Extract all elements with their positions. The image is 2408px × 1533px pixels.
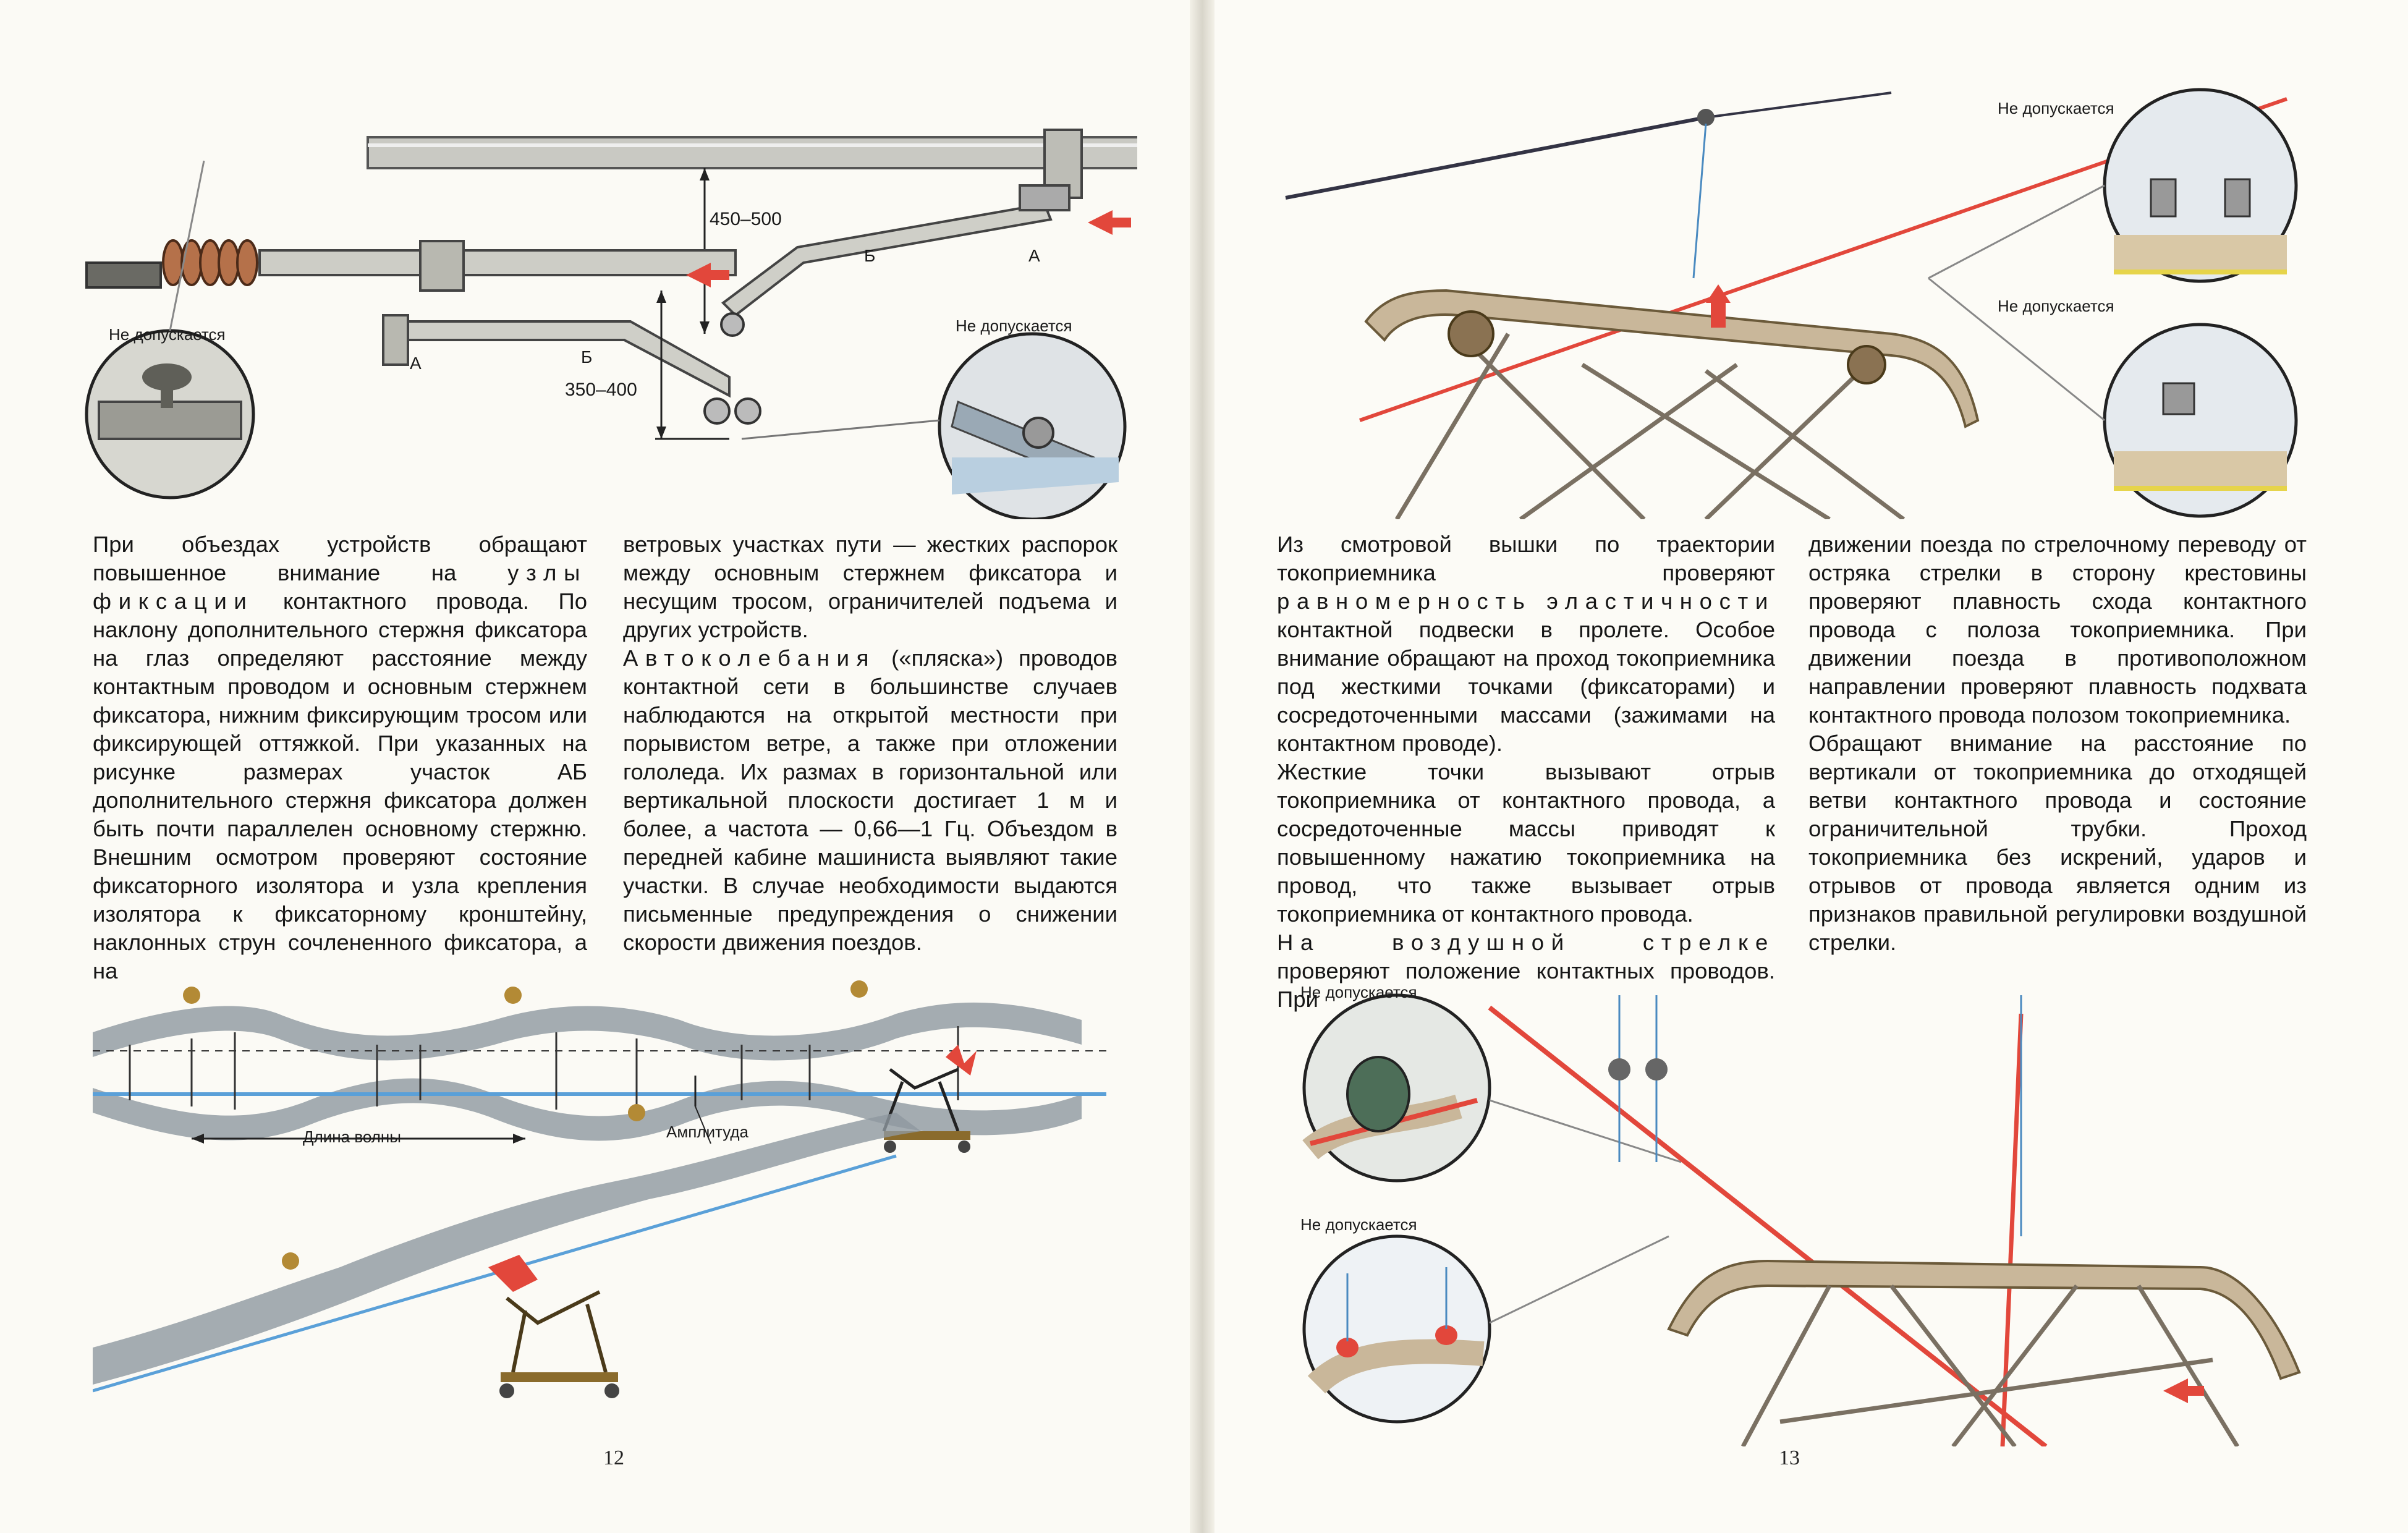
letter-a-lower: А <box>410 354 422 373</box>
r-col1-intro: Из смотровой вышки по траектории токоприемника проверяют <box>1277 532 1775 585</box>
col1-spaced-term: узлы фиксации <box>93 560 587 614</box>
r-col1-paragraph-3: проверяют положение контактных проводов. При <box>1277 958 1775 1012</box>
page-number-left: 12 <box>603 1446 624 1469</box>
left-page-column-2 <box>623 530 1117 957</box>
letter-b-upper: Б <box>864 246 876 265</box>
not-allowed-label-a: Не допускается <box>1300 983 1417 1001</box>
r-col2-paragraph-1: движении поезда по стрелочному переводу от остряка стрелки в сторону крестовины проверяют плавность схода контактного провода с полоза токоприемника. При движении поезда в противоположном направлении проверяют плавность подхвата контактного провода полозом токоприемника. <box>1808 532 2307 728</box>
r-col1-spaced-term-2: На воздушной стрелке <box>1277 930 1775 955</box>
right-page-column-1 <box>1277 530 1775 1014</box>
galloping-wave-illustration <box>93 977 1168 1434</box>
r-col1-paragraph-2: Жесткие точки вызывают отрыв токоприемника от контактного провода, а сосредоточенные массы приводят к повышенному нажатию токоприемника на провод, что также вызывает отрыв токоприемника от контактного провода. <box>1277 759 1775 927</box>
not-allowed-label-mid: Не допускается <box>1998 297 2114 315</box>
dimension-label-350-400: 350–400 <box>565 380 637 400</box>
not-allowed-label-left: Не допускается <box>109 325 226 344</box>
not-allowed-label-right: Не допускается <box>956 316 1072 335</box>
page-number-right: 13 <box>1779 1446 1800 1469</box>
letter-a-upper: А <box>1028 246 1040 265</box>
left-page-column-1 <box>93 530 587 985</box>
letter-b-lower: Б <box>581 347 593 367</box>
amplitude-label: Амплитуда <box>666 1123 748 1141</box>
air-switch-illustration <box>1273 977 2336 1446</box>
not-allowed-label-top: Не допускается <box>1998 99 2114 117</box>
r-col2-paragraph-2: Обращают внимание на расстояние по вертикали от токоприемника до отходящей ветви контактного провода и состояние ограничительной трубки. Проход токоприемника без искрений, ударов и отрывов от провода является одним из признаков правильной регулировки воздушной стрелки. <box>1808 731 2307 955</box>
wavelength-label: Длина волны <box>303 1127 401 1146</box>
not-allowed-label-b: Не допускается <box>1300 1215 1417 1234</box>
book-gutter <box>1190 0 1215 1533</box>
dimension-label-450-500: 450–500 <box>710 209 782 229</box>
col1-body-text: контактного провода. По наклону дополнительного стержня фиксатора на глаз определяют расстояние между контактным проводом и основным стержнем фиксатора, нижним фиксирующим тросом или фиксирующей оттяжкой. При указанных на рисунке размерах участок АБ дополнительного стержня фиксатора должен быть почти параллелен основному стержню. Внешним осмотром проверяют состояние фиксаторного изолятора и узла крепления изолятора к фиксаторному кронштейну, наклонных струн сочлененного фиксатора, а на <box>93 588 587 983</box>
pantograph-fixator-illustration <box>1273 74 2336 519</box>
col2-spaced-term: Автоколебания <box>623 645 876 671</box>
col2-body-text: («пляска») проводов контактной сети в большинстве случаев наблюдаются на открытой местности при порывистом ветре, а также при отложении гололеда. Их размах в горизонтальной или вертикальной плоскости достигает 1 м и более, а частота — 0,66—1 Гц. Объездом в передней кабине машиниста выявляют такие участки. В случае необходимости выдаются письменные предупреждения о снижении скорости движения поездов. <box>623 645 1117 955</box>
right-page-column-2 <box>1808 530 2307 957</box>
r-col1-spaced-term: равномерность эластичности <box>1277 588 1775 614</box>
col2-first-paragraph: ветровых участках пути — жестких распорок между основным стержнем фиксатора и несущим тросом, ограничителей подъема и других устройств. <box>623 532 1117 642</box>
r-col1-rest: контактной подвески в пролете. Особое внимание обращают на проход токоприемника под жесткими точками (фиксаторами) и сосредоточенными массами (зажимами на контактном проводе). <box>1277 617 1775 756</box>
col1-intro-text: При объездах устройств обращают повышенное внимание на <box>93 532 587 585</box>
fixator-assembly-illustration <box>74 111 1137 519</box>
